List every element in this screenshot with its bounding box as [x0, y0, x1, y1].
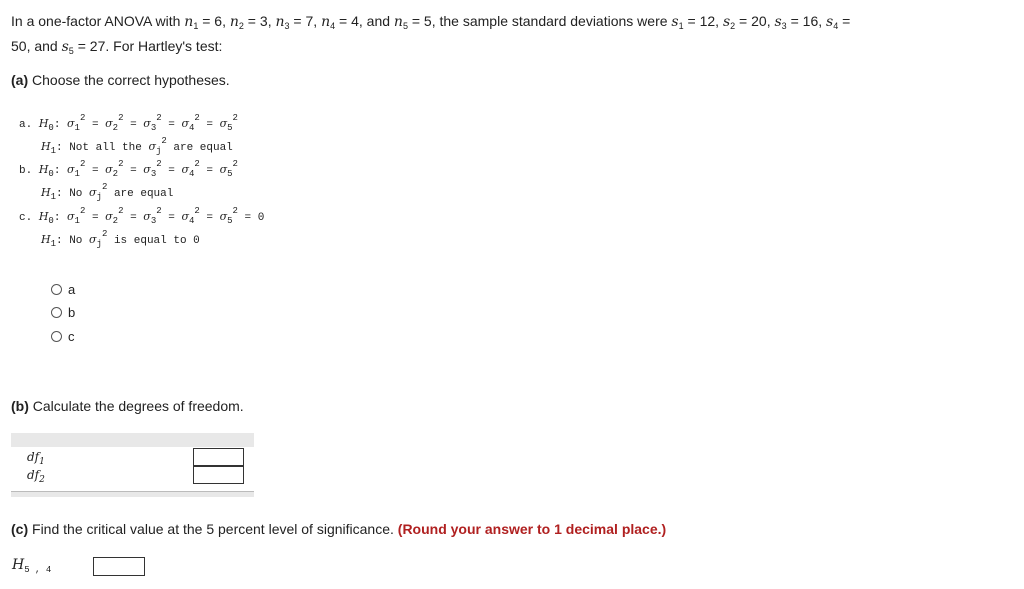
hypothesis-b-h1: $H_1$: No $\sigma_j^2$ are equal: [41, 182, 174, 202]
option-c[interactable]: c: [51, 329, 75, 344]
hypothesis-c-h0: c. $H_0$: $\sigma_1^2 = \sigma_2^2 = \sigma_3^2 = \sigma_4^2 = \sigma_5^2 = 0$: [19, 206, 265, 226]
df-table-header: [11, 433, 254, 447]
problem-statement: In a one-factor ANOVA with $n_1 = 6$, $n_2 = 3$, $n_3 = 7$, $n_4 = 4$, and $n_5 = 5$, the sample standard deviations were $s_1 = 12$, $s_2 = 20$, $s_3 = 16$, $s_4$ = 50, and $s_5 = 27$. For Hartley's test:: [11, 13, 851, 56]
option-b[interactable]: b: [51, 305, 75, 320]
df2-input[interactable]: [193, 466, 244, 484]
hypothesis-a-h1: $H_1$: Not all the $\sigma_j^2$ are equal: [41, 136, 233, 156]
hartley-h-label: $H_{5 , 4}$: [12, 557, 52, 575]
radio-b[interactable]: [51, 307, 62, 318]
df1-input[interactable]: [193, 448, 244, 466]
df1-label: $df_1$: [27, 450, 45, 467]
df2-label: $df_2$: [27, 468, 45, 485]
df-table-footer: [11, 491, 254, 497]
part-b-heading: (b) Calculate the degrees of freedom.: [11, 398, 244, 414]
part-a-heading: (a) Choose the correct hypotheses.: [11, 72, 230, 88]
radio-a[interactable]: [51, 284, 62, 295]
hypothesis-a-h0: a. $H_0$: $\sigma_1^2 = \sigma_2^2 = \sigma_3^2 = \sigma_4^2 = \sigma_5^2$: [19, 113, 238, 133]
radio-c[interactable]: [51, 331, 62, 342]
part-c-heading: (c) Find the critical value at the 5 percent level of significance. (Round your answer to 1 decimal place.): [11, 521, 667, 537]
option-a[interactable]: a: [51, 282, 75, 297]
hypothesis-b-h0: b. $H_0$: $\sigma_1^2 = \sigma_2^2 = \sigma_3^2 = \sigma_4^2 = \sigma_5^2$: [19, 159, 238, 179]
hypothesis-c-h1: $H_1$: No $\sigma_j^2$ is equal to 0: [41, 229, 200, 249]
critical-value-input[interactable]: [93, 557, 145, 576]
